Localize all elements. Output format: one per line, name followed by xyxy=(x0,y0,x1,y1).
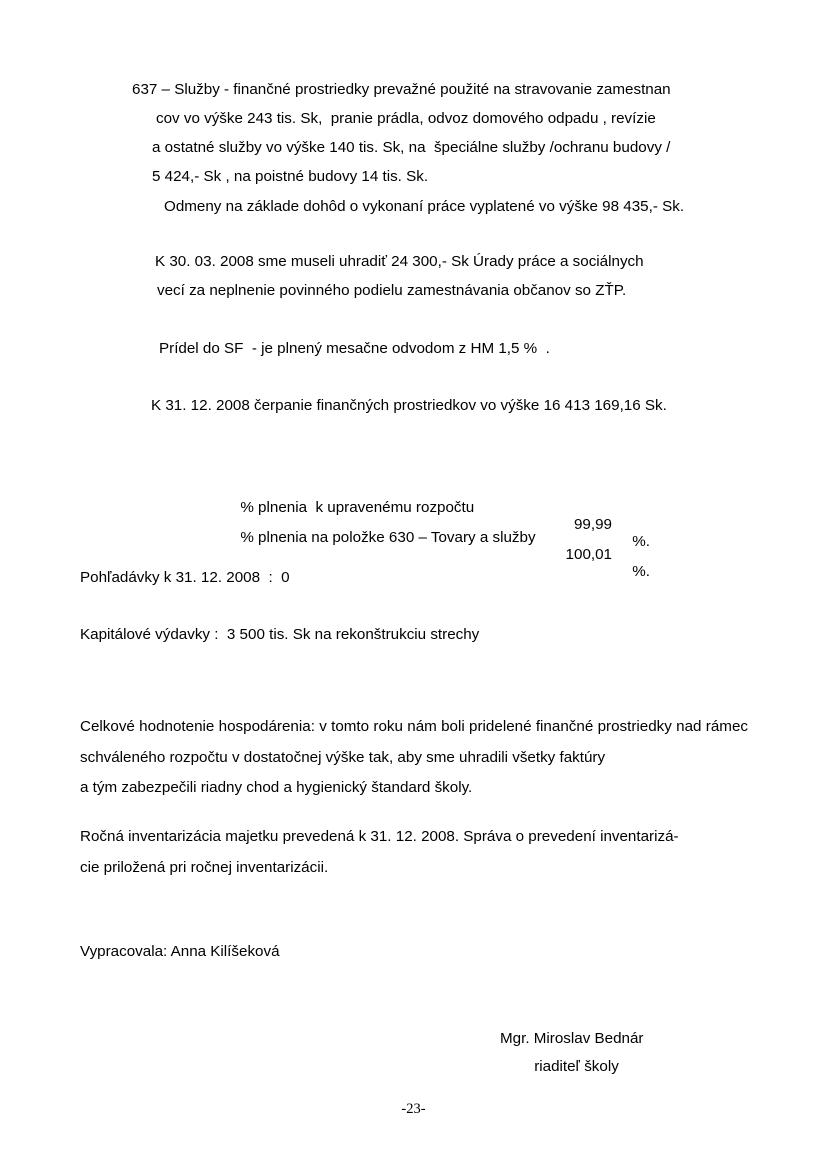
page-number: -23- xyxy=(401,1101,426,1117)
drawdown-line: K 31. 12. 2008 čerpanie finančných prostriedkov vo výške 16 413 169,16 Sk. xyxy=(151,397,667,414)
item-637-line-3: a ostatné služby vo výške 140 tis. Sk, na špeciálne služby /ochranu budovy / xyxy=(152,139,671,156)
inventory-last-line: cie priložená pri ročnej inventarizácii. xyxy=(80,858,329,876)
item-637-line-5-bonuses: Odmeny na základe dohôd o vykonaní práce vyplatené vo výške 98 435,- Sk. xyxy=(164,198,685,215)
inventory-body: Ročná inventarizácia majetku prevedená k 31. 12. 2008. Správa o prevedení inventarizá- xyxy=(80,828,679,845)
item-637-line-1: 637 – Služby - finančné prostriedky prevažné použité na stravovanie zamestnan xyxy=(132,81,671,98)
percentage-unit: %. xyxy=(632,563,650,580)
item-637-line-4: 5 424,- Sk , na poistné budovy 14 tis. Sk. xyxy=(152,168,429,185)
social-fund-line: Prídel do SF - je plnený mesačne odvodom z HM 1,5 % . xyxy=(159,340,550,357)
percentage-unit: %. xyxy=(632,533,650,550)
percentage-value: 100,01 xyxy=(565,546,612,563)
capital-expenditure-line: Kapitálové výdavky : 3 500 tis. Sk na rekonštrukciu strechy xyxy=(80,626,480,643)
item-637-line-2: cov vo výške 243 tis. Sk, pranie prádla, odvoz domového odpadu , revízie xyxy=(156,110,656,127)
overall-evaluation-paragraph xyxy=(80,712,748,804)
overall-evaluation-body: Celkové hodnotenie hospodárenia: v tomto roku nám boli pridelené finančné prostriedky nad rámec schváleného rozpočtu v dostatočnej výške tak, aby sme uhradili všetky faktúry xyxy=(80,718,748,766)
inventory-paragraph xyxy=(80,822,748,883)
penalty-line-1: K 30. 03. 2008 sme museli uhradiť 24 300,- Sk Úradу práce a sociálnych xyxy=(155,253,644,270)
percentage-value: 99,99 xyxy=(573,516,612,533)
overall-evaluation-last-line: a tým zabezpečili riadny chod a hygienický štandard školy. xyxy=(80,779,473,796)
percentage-label: % plnenia na položke 630 – Tovary a služby xyxy=(240,529,536,546)
signature-name: Mgr. Miroslav Bednár xyxy=(500,1030,644,1047)
prepared-by-line: Vypracovala: Anna Kilíšeková xyxy=(80,943,280,960)
receivables-line: Pohľadávky k 31. 12. 2008 : 0 xyxy=(80,569,290,586)
signature-role: riaditeľ školy xyxy=(534,1058,619,1075)
penalty-line-2: vecí za neplnenie povinného podielu zamestnávania občanov so ZŤP. xyxy=(157,282,627,299)
percentage-label: % plnenia k upravenému rozpočtu xyxy=(240,499,475,516)
